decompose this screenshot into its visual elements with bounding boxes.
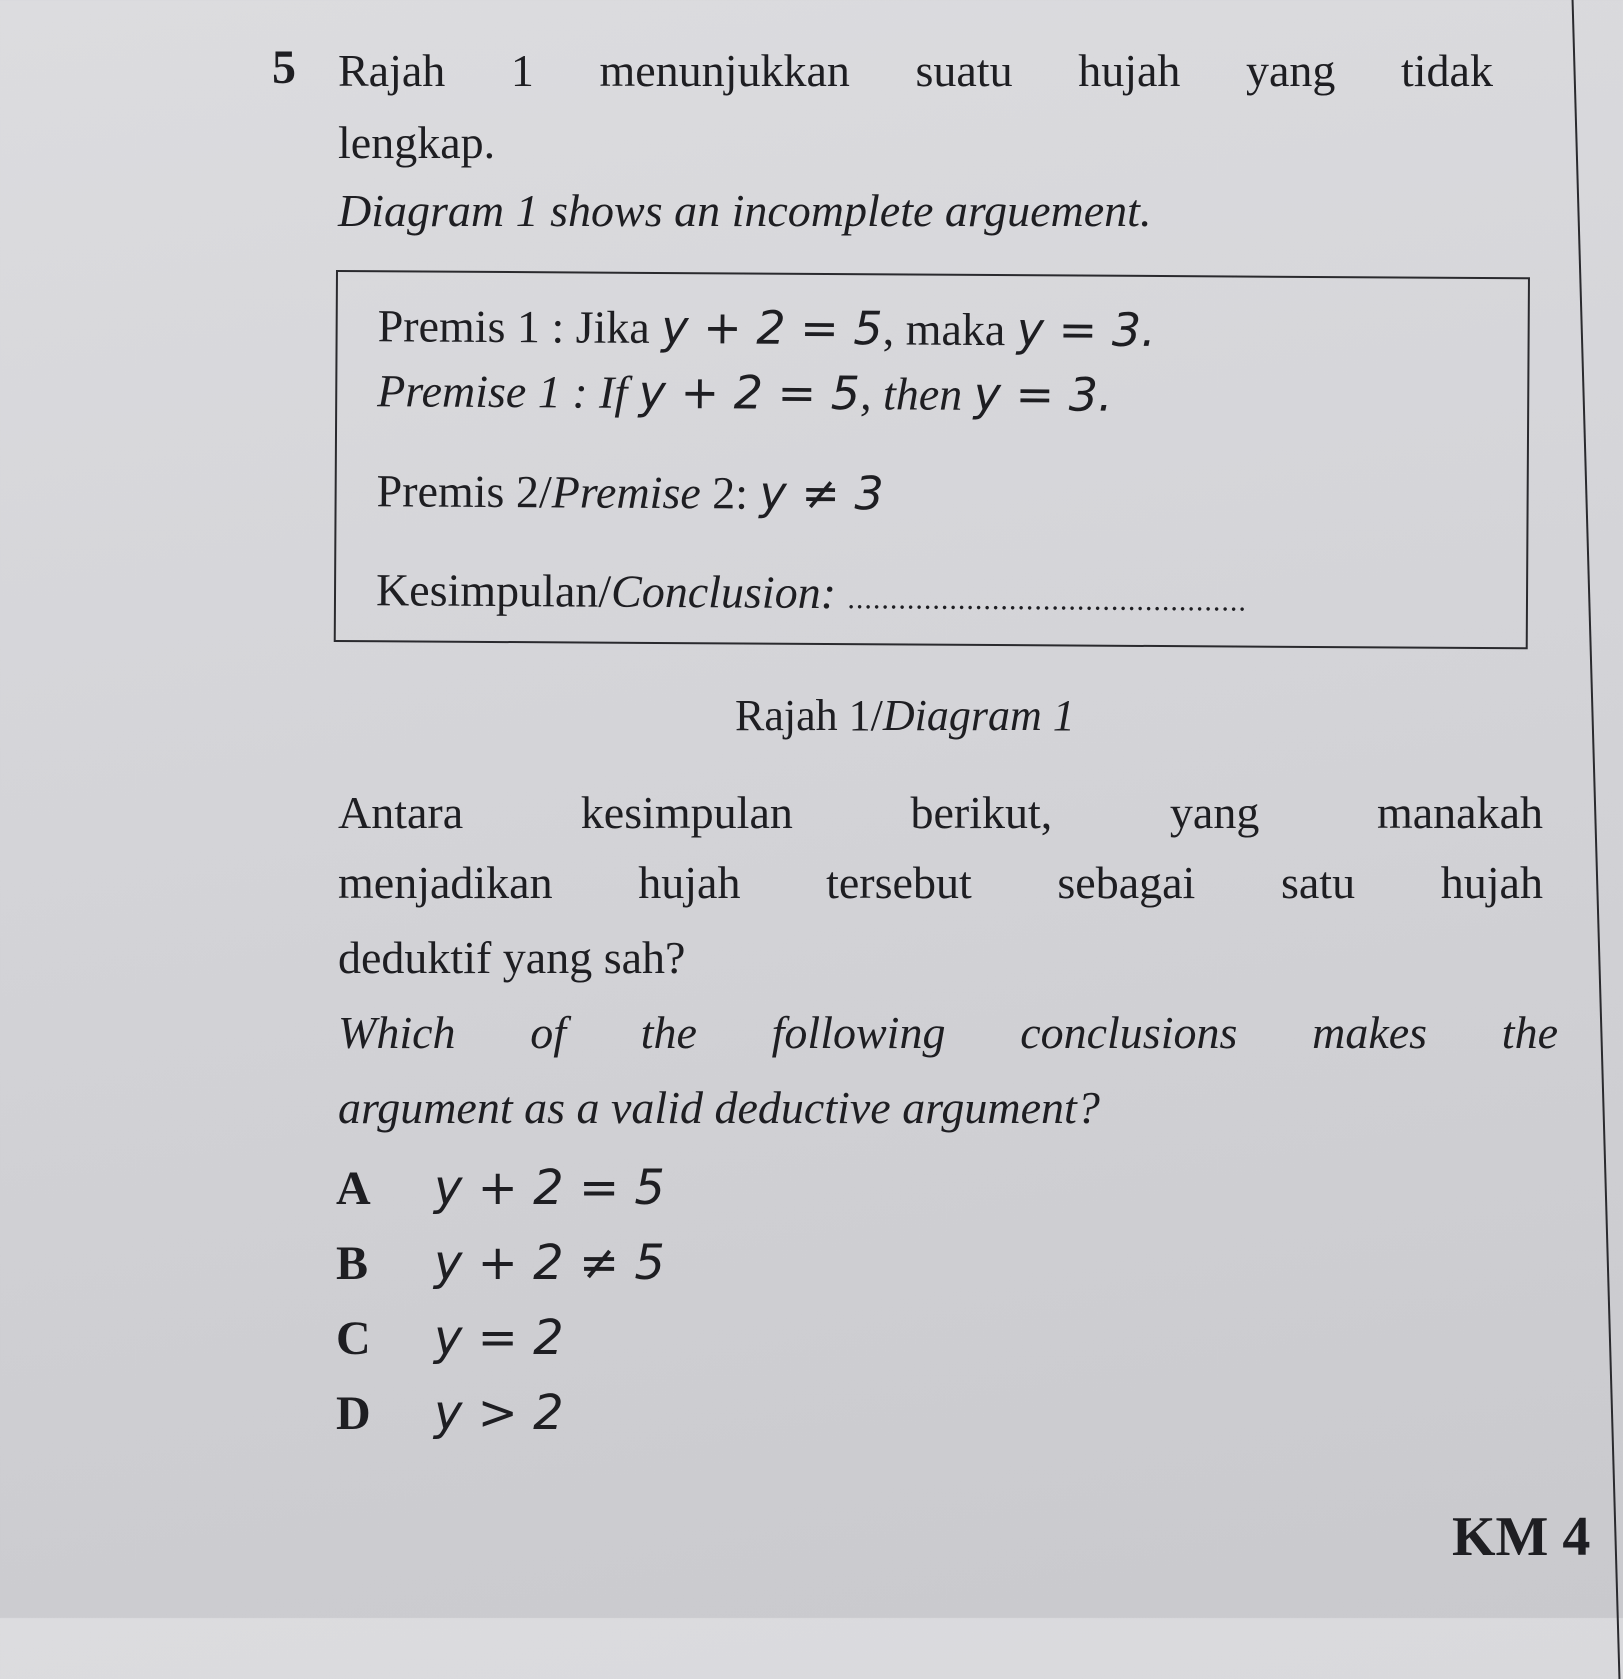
conclusion-ms: Kesimpulan/ — [375, 564, 612, 617]
word: the — [1501, 1007, 1558, 1058]
option-b[interactable] — [336, 1235, 665, 1291]
premise-2-eq: y ≠ 3 — [759, 465, 884, 521]
option-a[interactable] — [336, 1160, 665, 1216]
prompt-ms-line3: deduktif yang sah? — [338, 932, 686, 983]
premise-1-ms-eq2: y = 3. — [1016, 302, 1156, 358]
option-letter: D — [336, 1387, 371, 1440]
premise-2-label-ms: Premis 2/ — [376, 465, 552, 518]
option-expression: y + 2 ≠ 5 — [434, 1235, 665, 1291]
option-expression: y = 2 — [434, 1310, 564, 1366]
option-letter: A — [336, 1162, 371, 1215]
word: the — [640, 1007, 697, 1058]
premise-1-ms-eq1: y + 2 = 5 — [661, 299, 883, 356]
word: tidak — [1401, 45, 1493, 96]
word: kesimpulan — [580, 787, 793, 838]
word: tersebut — [826, 857, 972, 908]
conclusion-line — [375, 564, 1248, 619]
option-letter: B — [336, 1237, 369, 1290]
word: suatu — [915, 45, 1013, 96]
word: sebagai — [1057, 857, 1196, 908]
conclusion-en: Conclusion: — [610, 565, 837, 619]
option-expression: y > 2 — [434, 1385, 564, 1441]
premise-2-label-en: Premise — [551, 466, 701, 519]
word: menunjukkan — [599, 45, 850, 96]
premise-1-ms — [377, 299, 1156, 358]
question-intro-ms-line1 — [338, 45, 1493, 96]
premise-1-en-mid: , then — [859, 368, 974, 420]
word: Which — [338, 1007, 456, 1058]
option-expression: y + 2 = 5 — [434, 1160, 665, 1216]
conclusion-blank: ............................................... — [847, 582, 1248, 618]
option-d[interactable] — [336, 1385, 564, 1441]
question-number: 5 — [272, 41, 296, 94]
word: satu — [1280, 857, 1356, 908]
question-intro-en: Diagram 1 shows an incomplete arguement. — [338, 185, 1152, 236]
prompt-en-line2: argument as a valid deductive argument? — [338, 1082, 1100, 1133]
word: hujah — [638, 857, 741, 908]
premise-2 — [376, 465, 884, 521]
premise-1-en — [377, 364, 1113, 422]
argument-diagram-box — [334, 270, 1530, 649]
premise-1-en-eq2: y = 3. — [973, 366, 1113, 422]
page-margin-line — [1571, 0, 1620, 1679]
word: berikut, — [910, 787, 1053, 838]
prompt-en-line1 — [338, 1007, 1558, 1058]
word: hujah — [1440, 857, 1543, 908]
option-c[interactable] — [336, 1310, 564, 1366]
word: makes — [1312, 1007, 1428, 1058]
diagram-caption — [735, 690, 1075, 741]
page-code: KM 4 — [1452, 1506, 1591, 1568]
word: yang — [1169, 787, 1260, 838]
word: menjadikan — [338, 857, 553, 908]
word: following — [771, 1007, 946, 1058]
premise-1-ms-mid: , maka — [882, 303, 1017, 356]
word: Antara — [338, 787, 464, 838]
word: yang — [1245, 45, 1336, 96]
word: manakah — [1376, 787, 1543, 838]
option-letter: C — [336, 1312, 371, 1365]
prompt-ms-line2 — [338, 857, 1543, 908]
caption-en: Diagram 1 — [882, 691, 1075, 740]
word: of — [530, 1007, 567, 1058]
premise-1-en-label: Premise 1 : If — [377, 365, 639, 418]
premise-2-num: 2: — [700, 467, 760, 519]
word: Rajah — [338, 45, 446, 96]
premise-1-ms-label: Premis 1 : Jika — [377, 300, 662, 353]
word: 1 — [510, 45, 534, 96]
word: hujah — [1078, 45, 1181, 96]
question-intro-ms-line2: lengkap. — [338, 117, 496, 168]
caption-ms: Rajah 1/ — [735, 691, 883, 740]
premise-1-en-eq1: y + 2 = 5 — [638, 364, 861, 421]
word: conclusions — [1020, 1007, 1238, 1058]
prompt-ms-line1 — [338, 787, 1543, 838]
